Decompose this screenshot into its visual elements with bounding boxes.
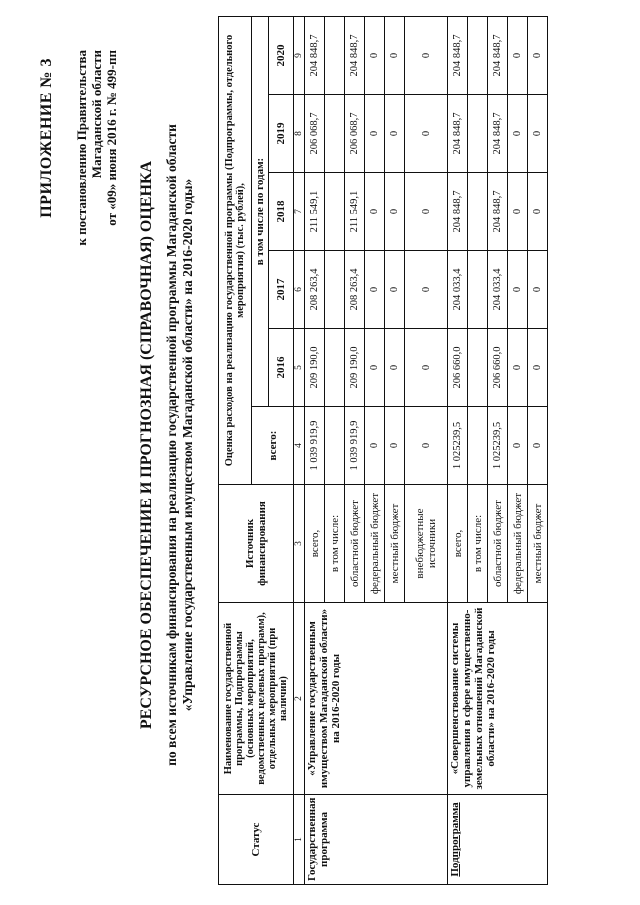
value-cell: 204 848,7 [488, 16, 508, 94]
value-cell: 0 [528, 173, 548, 251]
column-index: 6 [294, 251, 305, 329]
value-cell [325, 16, 345, 94]
value-cell: 206 068,7 [305, 95, 325, 173]
value-cell: 0 [528, 16, 548, 94]
program-status: Государственная программа [305, 795, 448, 885]
value-cell [325, 329, 345, 407]
value-cell [325, 251, 345, 329]
document-subtitle [164, 25, 196, 865]
value-cell: 206 660,0 [448, 329, 468, 407]
value-cell: 204 848,7 [345, 16, 365, 94]
value-cell: 0 [508, 95, 528, 173]
resolution-line: Магаданской области [89, 50, 104, 179]
header-year: 2018 [269, 173, 294, 251]
value-cell: 206 660,0 [488, 329, 508, 407]
value-cell: 0 [405, 407, 448, 485]
source-cell: федеральный бюджет [508, 485, 528, 603]
value-cell: 204 848,7 [305, 16, 325, 94]
value-cell: 1 039 919,9 [345, 407, 365, 485]
value-cell: 211 549,1 [305, 173, 325, 251]
value-cell: 0 [365, 173, 385, 251]
subtitle-line: «Управление государственным имуществом Магаданской области» на 2016-2020 годы» [180, 178, 195, 712]
resolution-reference [74, 50, 119, 470]
column-index: 2 [294, 603, 305, 795]
column-index: 9 [294, 16, 305, 94]
value-cell: 204 848,7 [448, 173, 468, 251]
source-cell: областной бюджет [488, 485, 508, 603]
column-index-row [294, 16, 305, 884]
column-index: 5 [294, 329, 305, 407]
column-index: 1 [294, 795, 305, 885]
source-cell: внебюджетные источники [405, 485, 448, 603]
table-row [305, 16, 325, 884]
source-cell: всего, [305, 485, 325, 603]
resolution-line: от «09» июня 2016 г. № 499-пп [104, 50, 119, 226]
header-year: 2016 [269, 329, 294, 407]
header-name: Наименование государственной программы, Подпрограммы (основных мероприятий, ведомственных целевых программ), отдельных мероприятий (при наличии) [219, 603, 294, 795]
resolution-line: к постановлению Правительства [74, 50, 89, 246]
value-cell: 0 [528, 407, 548, 485]
value-cell: 1 025239,5 [488, 407, 508, 485]
value-cell: 208 263,4 [305, 251, 325, 329]
value-cell: 0 [405, 251, 448, 329]
value-cell [468, 407, 488, 485]
value-cell: 0 [528, 329, 548, 407]
value-cell: 1 025239,5 [448, 407, 468, 485]
source-cell: в том числе: [325, 485, 345, 603]
value-cell [468, 251, 488, 329]
value-cell [468, 173, 488, 251]
column-index: 4 [294, 407, 305, 485]
document-title: РЕСУРСНОЕ ОБЕСПЕЧЕНИЕ И ПРОГНОЗНАЯ (СПРАВОЧНАЯ) ОЦЕНКА [138, 160, 155, 730]
value-cell: 204 033,4 [488, 251, 508, 329]
source-cell: всего, [448, 485, 468, 603]
column-index: 8 [294, 95, 305, 173]
value-cell: 0 [405, 16, 448, 94]
source-cell: федеральный бюджет [365, 485, 385, 603]
header-source: Источник финансирования [219, 485, 294, 603]
value-cell: 204 848,7 [488, 95, 508, 173]
header-year: 2019 [269, 95, 294, 173]
subtitle-line: по всем источникам финансирования на реализацию государственной программы Магаданской области [164, 124, 179, 766]
value-cell [325, 95, 345, 173]
value-cell: 0 [508, 251, 528, 329]
value-cell: 0 [508, 173, 528, 251]
value-cell: 0 [528, 251, 548, 329]
value-cell: 0 [385, 95, 405, 173]
program-name: «Управление государственным имуществом Магаданской области» на 2016-2020 годы [305, 603, 448, 795]
value-cell: 0 [385, 407, 405, 485]
value-cell [325, 407, 345, 485]
value-cell: 0 [405, 173, 448, 251]
value-cell [468, 95, 488, 173]
value-cell: 209 190,0 [345, 329, 365, 407]
header-year: 2017 [269, 251, 294, 329]
column-index: 3 [294, 485, 305, 603]
value-cell: 0 [508, 329, 528, 407]
appendix-number: ПРИЛОЖЕНИЕ № 3 [38, 58, 55, 218]
header-total: всего: [252, 407, 294, 485]
resource-table [218, 16, 548, 885]
column-index: 7 [294, 173, 305, 251]
subprogram-status: Подпрограмма [448, 795, 548, 885]
value-cell: 211 549,1 [345, 173, 365, 251]
header-estimate: Оценка расходов на реализацию государственной программы (Подпрограммы, отдельного мероприятия) (тыс. рублей), [219, 16, 252, 484]
header-year: 2020 [269, 16, 294, 94]
value-cell: 0 [405, 329, 448, 407]
value-cell [468, 329, 488, 407]
value-cell: 0 [385, 251, 405, 329]
value-cell: 0 [365, 251, 385, 329]
value-cell: 204 848,7 [448, 16, 468, 94]
value-cell [468, 16, 488, 94]
value-cell: 204 848,7 [488, 173, 508, 251]
value-cell [325, 173, 345, 251]
value-cell: 0 [385, 16, 405, 94]
value-cell: 204 033,4 [448, 251, 468, 329]
value-cell: 0 [365, 16, 385, 94]
value-cell: 209 190,0 [305, 329, 325, 407]
table-row [448, 16, 468, 884]
source-cell: местный бюджет [528, 485, 548, 603]
value-cell: 0 [385, 173, 405, 251]
value-cell: 208 263,4 [345, 251, 365, 329]
value-cell: 206 068,7 [345, 95, 365, 173]
source-cell: местный бюджет [385, 485, 405, 603]
value-cell: 0 [365, 329, 385, 407]
value-cell: 0 [508, 407, 528, 485]
value-cell: 0 [405, 95, 448, 173]
value-cell: 204 848,7 [448, 95, 468, 173]
value-cell: 1 039 919,9 [305, 407, 325, 485]
value-cell: 0 [508, 16, 528, 94]
value-cell: 0 [365, 95, 385, 173]
value-cell: 0 [365, 407, 385, 485]
subprogram-name: «Совершенствование системы управления в сфере имущественно-земельных отношений Магаданской области» на 2016-2020 годы [448, 603, 548, 795]
value-cell: 0 [385, 329, 405, 407]
source-cell: в том числе: [468, 485, 488, 603]
source-cell: областной бюджет [345, 485, 365, 603]
value-cell: 0 [528, 95, 548, 173]
header-status: Статус [219, 795, 294, 885]
header-by-years: в том числе по годам: [252, 16, 269, 406]
